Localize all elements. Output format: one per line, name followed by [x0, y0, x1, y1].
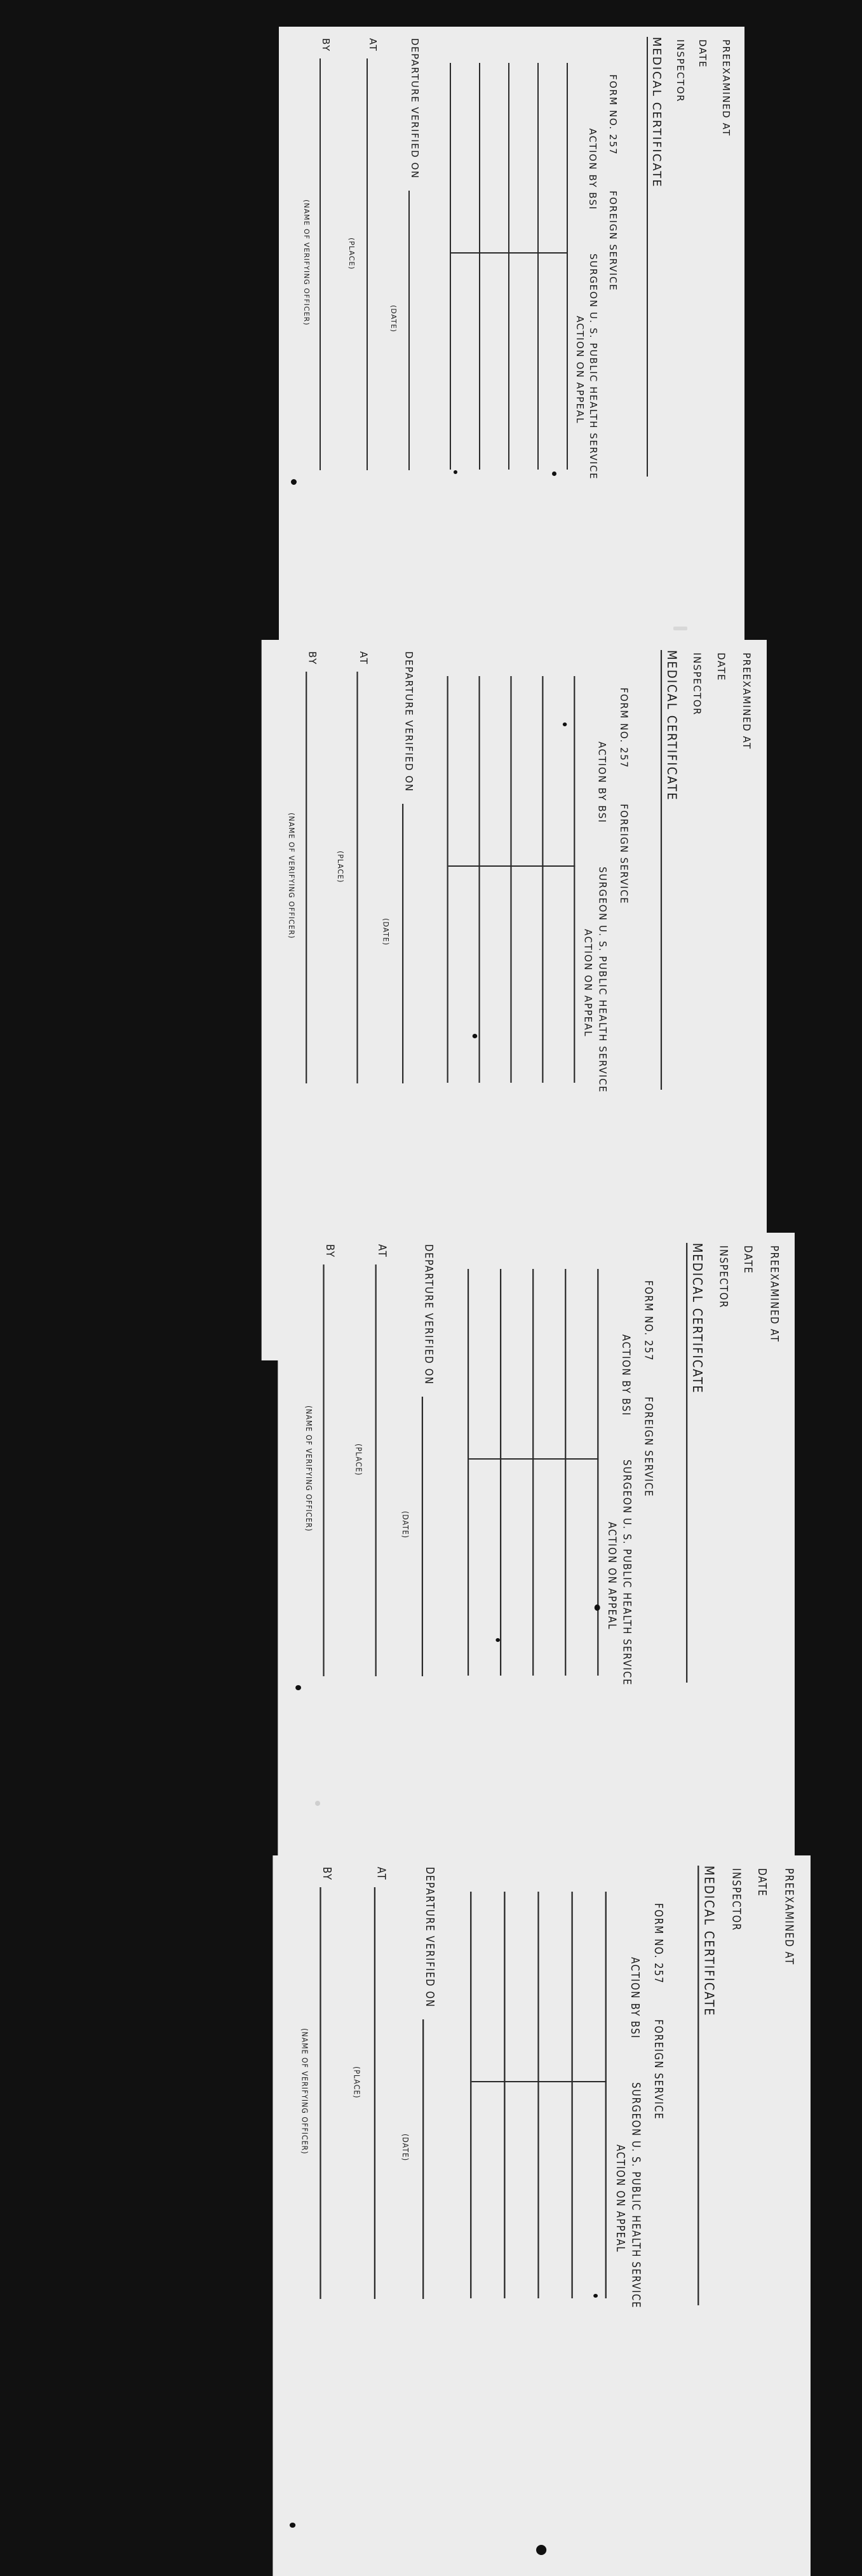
surgeon-label: SURGEON U. S. PUBLIC HEALTH SERVICE: [629, 2082, 643, 2308]
ink-speck: [473, 1034, 478, 1038]
entry-line: [571, 1892, 572, 2298]
form-card-4: [273, 1855, 811, 2576]
surgeon-label: SURGEON U. S. PUBLIC HEALTH SERVICE: [596, 867, 609, 1093]
date-label: DATE: [697, 39, 708, 69]
by-label: BY: [320, 38, 332, 52]
departure-verified-label: DEPARTURE VERIFIED ON: [423, 1867, 436, 2008]
certificate-rule: [647, 37, 648, 477]
place-line: [375, 1264, 377, 1676]
by-label: BY: [320, 1867, 334, 1881]
at-label: AT: [375, 1244, 389, 1258]
ink-speck: [290, 2523, 295, 2528]
entry-line: [574, 676, 575, 1083]
date-hint: (DATE): [400, 1511, 410, 1539]
verifying-officer-hint: (NAME OF VERIFYING OFFICER): [302, 200, 311, 326]
foreign-service-label: FOREIGN SERVICE: [617, 804, 631, 905]
ink-speck: [295, 1685, 301, 1690]
officer-line: [306, 672, 307, 1083]
form-number: FORM NO. 257: [652, 1903, 666, 1984]
background-speck: [673, 627, 687, 630]
at-label: AT: [374, 1867, 388, 1881]
preexamined-at-label: PREEXAMINED AT: [740, 653, 753, 750]
medical-certificate-title: MEDICAL CERTIFICATE: [650, 37, 663, 188]
ink-speck: [563, 722, 567, 726]
action-by-bsi-label: ACTION BY BSI: [595, 742, 609, 824]
surgeon-label: SURGEON U. S. PUBLIC HEALTH SERVICE: [588, 254, 599, 480]
certificate-rule: [661, 650, 662, 1090]
entry-line: [450, 63, 451, 470]
date-label: DATE: [755, 1868, 769, 1897]
ink-speck: [552, 471, 556, 476]
officer-line: [320, 1887, 321, 2299]
place-hint: (PLACE): [347, 238, 356, 270]
ink-speck: [536, 2545, 546, 2555]
inspector-label: INSPECTOR: [690, 653, 704, 716]
place-hint: (PLACE): [335, 851, 345, 883]
entry-line: [532, 1269, 534, 1676]
form-card-1: [279, 27, 744, 747]
entry-line: [447, 676, 448, 1083]
officer-line: [320, 58, 321, 470]
entry-line: [504, 1892, 505, 2298]
departure-line: [408, 191, 410, 470]
date-hint: (DATE): [381, 918, 391, 946]
column-divider: [448, 865, 576, 867]
at-label: AT: [357, 651, 370, 665]
entry-line: [479, 63, 480, 470]
preexamined-at-label: PREEXAMINED AT: [783, 1868, 796, 1965]
form-card-3: [278, 1233, 795, 1953]
by-label: BY: [323, 1244, 337, 1258]
entry-line: [500, 1269, 501, 1676]
action-on-appeal-label: ACTION ON APPEAL: [605, 1522, 619, 1630]
foreign-service-label: FOREIGN SERVICE: [652, 2019, 666, 2120]
departure-verified-label: DEPARTURE VERIFIED ON: [409, 38, 421, 179]
ink-speck: [291, 479, 297, 485]
form-number: FORM NO. 257: [617, 688, 631, 769]
entry-line: [565, 1269, 566, 1676]
departure-line: [402, 804, 403, 1083]
medical-certificate-title: MEDICAL CERTIFICATE: [664, 650, 679, 801]
entry-line: [510, 676, 511, 1083]
entry-line: [470, 1892, 471, 2298]
ink-speck: [595, 1604, 600, 1611]
ink-speck: [593, 2294, 598, 2298]
entry-line: [597, 1269, 598, 1676]
place-line: [374, 1887, 375, 2299]
form-number: FORM NO. 257: [642, 1280, 656, 1362]
departure-verified-label: DEPARTURE VERIFIED ON: [403, 651, 415, 792]
verifying-officer-hint: (NAME OF VERIFYING OFFICER): [304, 1406, 313, 1532]
form-number: FORM NO. 257: [607, 74, 619, 156]
entry-line: [478, 676, 480, 1083]
entry-line: [468, 1269, 469, 1676]
date-hint: (DATE): [400, 2134, 410, 2162]
preexamined-at-label: PREEXAMINED AT: [767, 1245, 781, 1343]
verifying-officer-hint: (NAME OF VERIFYING OFFICER): [300, 2028, 310, 2155]
column-divider: [471, 2081, 607, 2082]
action-on-appeal-label: ACTION ON APPEAL: [582, 929, 595, 1038]
entry-line: [537, 1892, 539, 2298]
place-hint: (PLACE): [352, 2066, 362, 2099]
inspector-label: INSPECTOR: [729, 1868, 743, 1932]
action-on-appeal-label: ACTION ON APPEAL: [614, 2145, 628, 2253]
medical-certificate-title: MEDICAL CERTIFICATE: [689, 1243, 704, 1394]
medical-certificate-title: MEDICAL CERTIFICATE: [701, 1866, 717, 2017]
entry-line: [605, 1892, 607, 2298]
inspector-label: INSPECTOR: [675, 39, 686, 103]
date-label: DATE: [741, 1245, 755, 1275]
ink-speck: [454, 470, 457, 474]
departure-line: [422, 2019, 424, 2299]
inspector-label: INSPECTOR: [717, 1245, 730, 1309]
column-divider: [451, 252, 568, 254]
certificate-rule: [686, 1243, 687, 1683]
column-divider: [469, 1458, 598, 1460]
action-by-bsi-label: ACTION BY BSI: [619, 1334, 633, 1416]
foreign-service-label: FOREIGN SERVICE: [607, 191, 619, 292]
foreign-service-label: FOREIGN SERVICE: [642, 1397, 656, 1498]
action-by-bsi-label: ACTION BY BSI: [587, 128, 598, 210]
place-line: [356, 672, 358, 1083]
verifying-officer-hint: (NAME OF VERIFYING OFFICER): [286, 813, 296, 939]
at-label: AT: [367, 38, 379, 52]
date-label: DATE: [715, 653, 728, 682]
entry-line: [567, 63, 568, 470]
place-line: [367, 58, 368, 470]
officer-line: [323, 1264, 324, 1676]
ink-speck: [495, 1638, 500, 1642]
certificate-rule: [697, 1866, 699, 2305]
departure-verified-label: DEPARTURE VERIFIED ON: [422, 1244, 435, 1385]
by-label: BY: [306, 651, 319, 665]
action-on-appeal-label: ACTION ON APPEAL: [574, 316, 586, 424]
surgeon-label: SURGEON U. S. PUBLIC HEALTH SERVICE: [620, 1460, 633, 1686]
entry-line: [508, 63, 509, 470]
departure-line: [422, 1397, 423, 1676]
date-hint: (DATE): [389, 305, 398, 333]
preexamined-at-label: PREEXAMINED AT: [720, 39, 732, 137]
entry-line: [537, 63, 539, 470]
action-by-bsi-label: ACTION BY BSI: [628, 1957, 642, 2039]
entry-line: [542, 676, 543, 1083]
background-speck: [315, 1801, 320, 1806]
place-hint: (PLACE): [354, 1444, 363, 1476]
